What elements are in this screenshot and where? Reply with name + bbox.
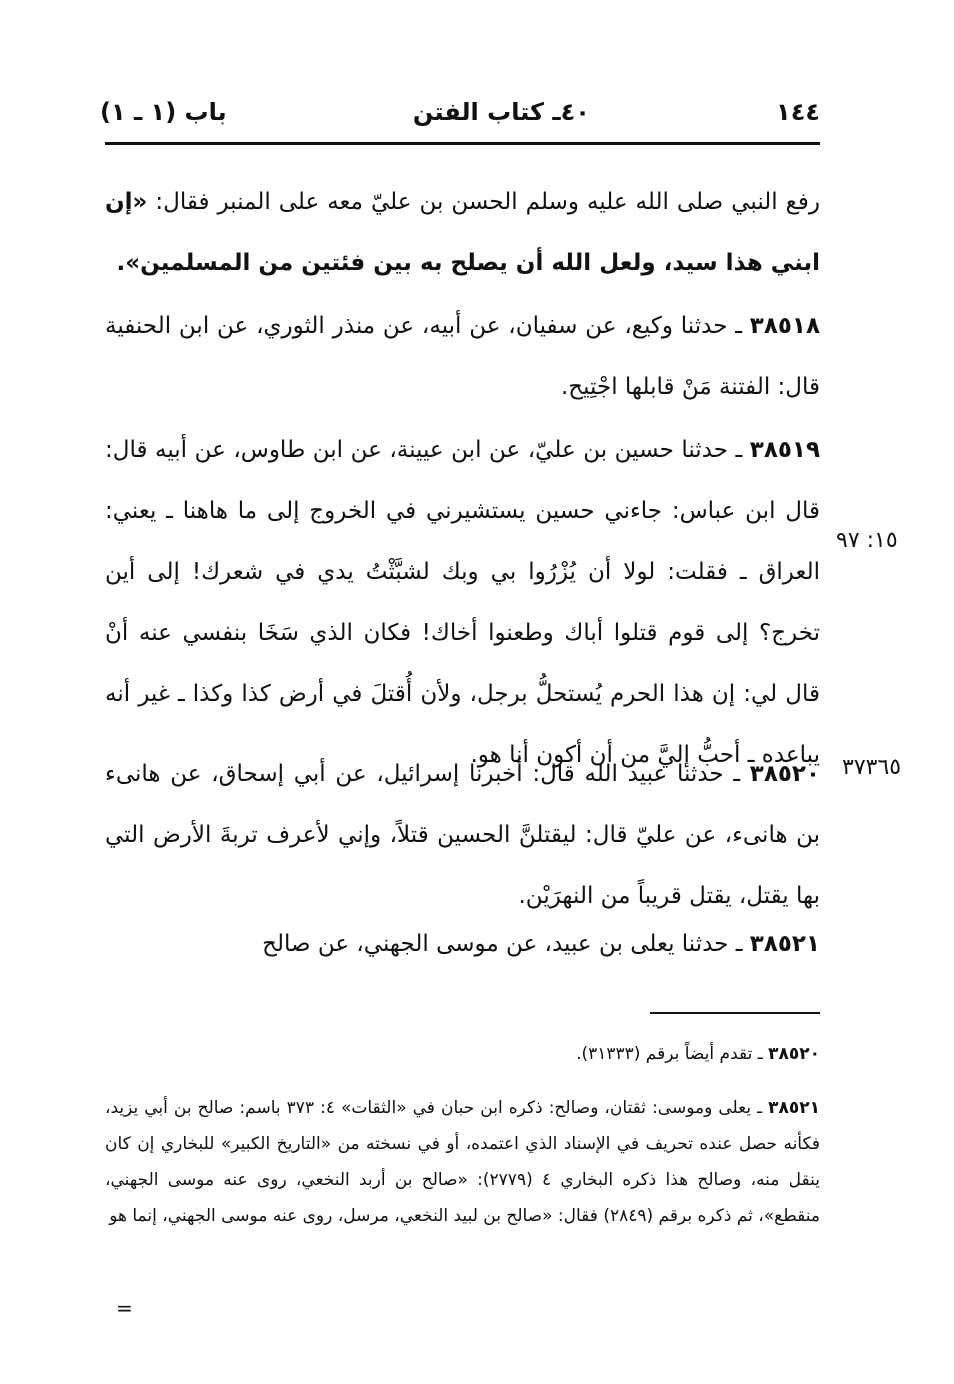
hadith-text: ـ حدثنا حسين بن عليّ، عن ابن عيينة، عن ابن طاوس، عن أبيه قال: قال ابن عباس: جاءني حسين يستشيرني في الخروج إلى ما هاهنا ـ يعني: العراق ـ فقلت: لولا أن يُزْرُوا بي وبك لشبَّثْتُ يدي في شعرك! إلى أين تخرج؟ إلى قوم قتلوا أباك وطعنوا أخاك! فكان الذي سَخَا بنفسي عنه أنْ قال لي: إن هذا الحرم يُستحلُّ برجل، ولأن أُقتلَ في أرض كذا وكذا ـ غير أنه يباعده ـ أحبُّ إليَّ من أن أكون أنا هو.	[105, 437, 820, 768]
header-divider	[105, 142, 820, 145]
intro-text: رفع النبي صلى الله عليه وسلم الحسن بن عليّ معه على المنبر فقال:	[147, 189, 820, 215]
book-title: ٤٠ـ كتاب الفتن	[412, 98, 590, 126]
footnote-divider	[650, 1012, 820, 1014]
footnote-text: ـ يعلى وموسى: ثقتان، وصالح: ذكره ابن حبان في «الثقات» ٤: ٣٧٣ باسم: صالح بن أبي يزيد، فكأنه حصل عنده تحريف في الإسناد الذي اعتمده، أو في نسخته من «التاريخ الكبير» للبخاري إن كان ينقل منه، وصالح هذا ذكره البخاري ٤ (٢٧٧٩): «صالح بن أربد النخعي، روى عنه موسى الجهني، منقطع»، ثم ذكره برقم (٢٨٤٩) فقال: «صالح بن لبيد النخعي، مرسل، روى عنه موسى الجهني، إنما هو	[105, 1098, 821, 1226]
hadith-number: ٣٨٥١٩	[749, 437, 820, 463]
hadith-38519	[105, 420, 820, 786]
hadith-text: ـ حدثنا عبيد الله قال: أخبرنا إسرائيل، عن أبي إسحاق، عن هانىء بن هانىء، عن عليّ قال: ليقتلنَّ الحسين قتلاً، وإني لأعرف تربةَ الأرض التي بها يقتل، يقتل قريباً من النهرَيْن.	[105, 761, 820, 909]
hadith-number: ٣٨٥٢١	[749, 931, 820, 957]
footnote-38520	[105, 1036, 820, 1072]
footnote-38521	[105, 1090, 820, 1234]
footnote-number: ٣٨٥٢١	[768, 1098, 820, 1118]
intro-paragraph	[105, 172, 820, 294]
margin-note-volume: ١٥: ٩٧	[836, 528, 898, 553]
page-number: ١٤٤	[776, 98, 820, 126]
hadith-38521	[105, 914, 820, 975]
intro-quote: «إن ابني هذا سيد، ولعل الله أن يصلح به بين فئتين من المسلمين».	[105, 189, 820, 276]
hadith-text: ـ حدثنا يعلى بن عبيد، عن موسى الجهني، عن صالح	[262, 931, 750, 957]
footnote-number: ٣٨٥٢٠	[768, 1044, 820, 1064]
chapter-label: باب (١ ـ ١)	[100, 98, 227, 126]
margin-note-number: ٣٧٣٦٥	[842, 755, 902, 780]
hadith-number: ٣٨٥١٨	[749, 313, 820, 339]
footnote-text: ـ تقدم أيضاً برقم (٣١٣٣٣).	[576, 1044, 769, 1064]
hadith-text: ـ حدثنا وكيع، عن سفيان، عن أبيه، عن منذر الثوري، عن ابن الحنفية قال: الفتنة مَنْ قابلها اجْتِيح.	[105, 313, 820, 400]
continuation-mark: =	[116, 1296, 133, 1320]
hadith-number: ٣٨٥٢٠	[749, 761, 820, 787]
page-header	[100, 92, 820, 132]
hadith-38520	[105, 744, 820, 927]
hadith-38518	[105, 296, 820, 418]
